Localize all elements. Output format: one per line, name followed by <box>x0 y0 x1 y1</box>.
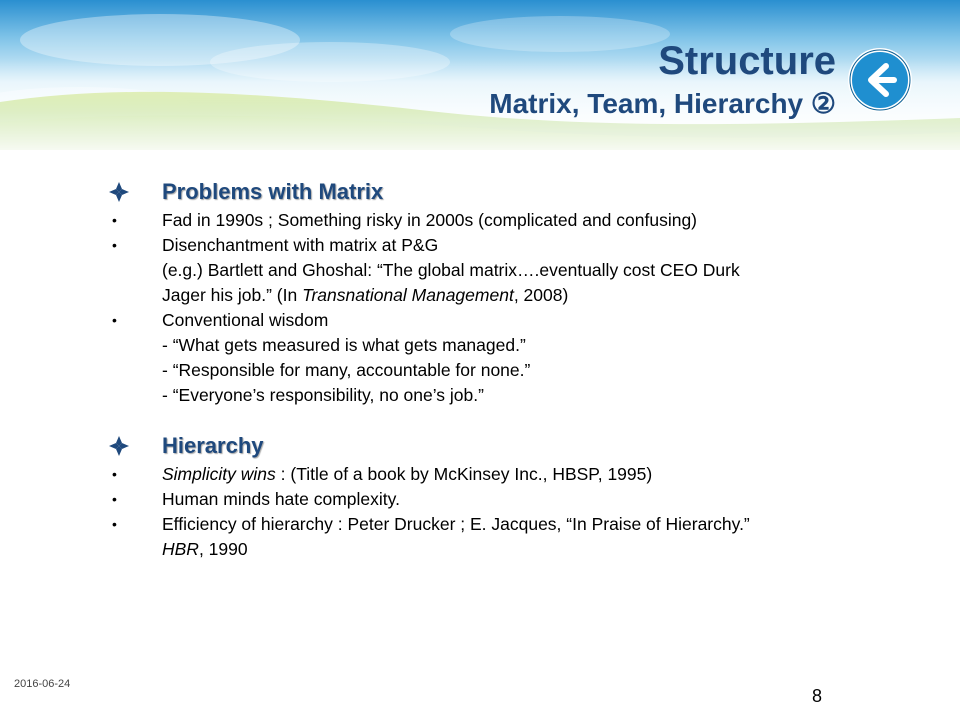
bullet-dot: • <box>112 516 117 532</box>
continuation-line: HBR, 1990 <box>162 539 248 559</box>
continuation-line: - “Responsible for many, accountable for none.” <box>162 360 531 380</box>
section-heading-text: Hierarchy <box>162 433 264 458</box>
slide-body <box>106 176 906 562</box>
section-heading-hierarchy <box>106 430 906 462</box>
arrow-left-circle-icon <box>846 46 914 114</box>
section-heading-matrix <box>106 176 906 208</box>
bullet-item: • Conventional wisdom <box>106 308 906 333</box>
bullet-item: • Human minds hate complexity. <box>106 487 906 512</box>
slide-title-block <box>489 38 836 122</box>
back-button[interactable] <box>846 46 914 114</box>
bullet-dot: • <box>112 312 117 328</box>
bullet-item: • Simplicity wins : (Title of a book by McKinsey Inc., HBSP, 1995) <box>106 462 906 487</box>
bullet-dot: • <box>112 212 117 228</box>
diamond-bullet-icon <box>108 181 130 203</box>
continuation-line: - “What gets measured is what gets managed.” <box>162 335 526 355</box>
continuation-line: - “Everyone’s responsibility, no one’s job.” <box>162 385 484 405</box>
bullet-dot: • <box>112 466 117 482</box>
section-heading-text: Problems with Matrix <box>162 179 384 204</box>
page-number: 8 <box>812 686 823 706</box>
bullet-item: • Disenchantment with matrix at P&G <box>106 233 906 258</box>
bullet-dot: • <box>112 491 117 507</box>
bullet-dot: • <box>112 237 117 253</box>
bullet-item: • Fad in 1990s ; Something risky in 2000s (complicated and confusing) <box>106 208 906 233</box>
continuation-line: (e.g.) Bartlett and Ghoshal: “The global matrix….eventually cost CEO Durk <box>162 260 740 280</box>
bullet-item: • Efficiency of hierarchy : Peter Drucker ; E. Jacques, “In Praise of Hierarchy.” <box>106 512 906 537</box>
diamond-bullet-icon <box>108 435 130 457</box>
slide-subtitle: Matrix, Team, Hierarchy ② <box>489 88 836 119</box>
slide-title: Structure <box>658 39 836 83</box>
slide-date: 2016-06-24 <box>14 678 71 690</box>
continuation-line: Jager his job.” (In Transnational Management, 2008) <box>162 285 569 305</box>
